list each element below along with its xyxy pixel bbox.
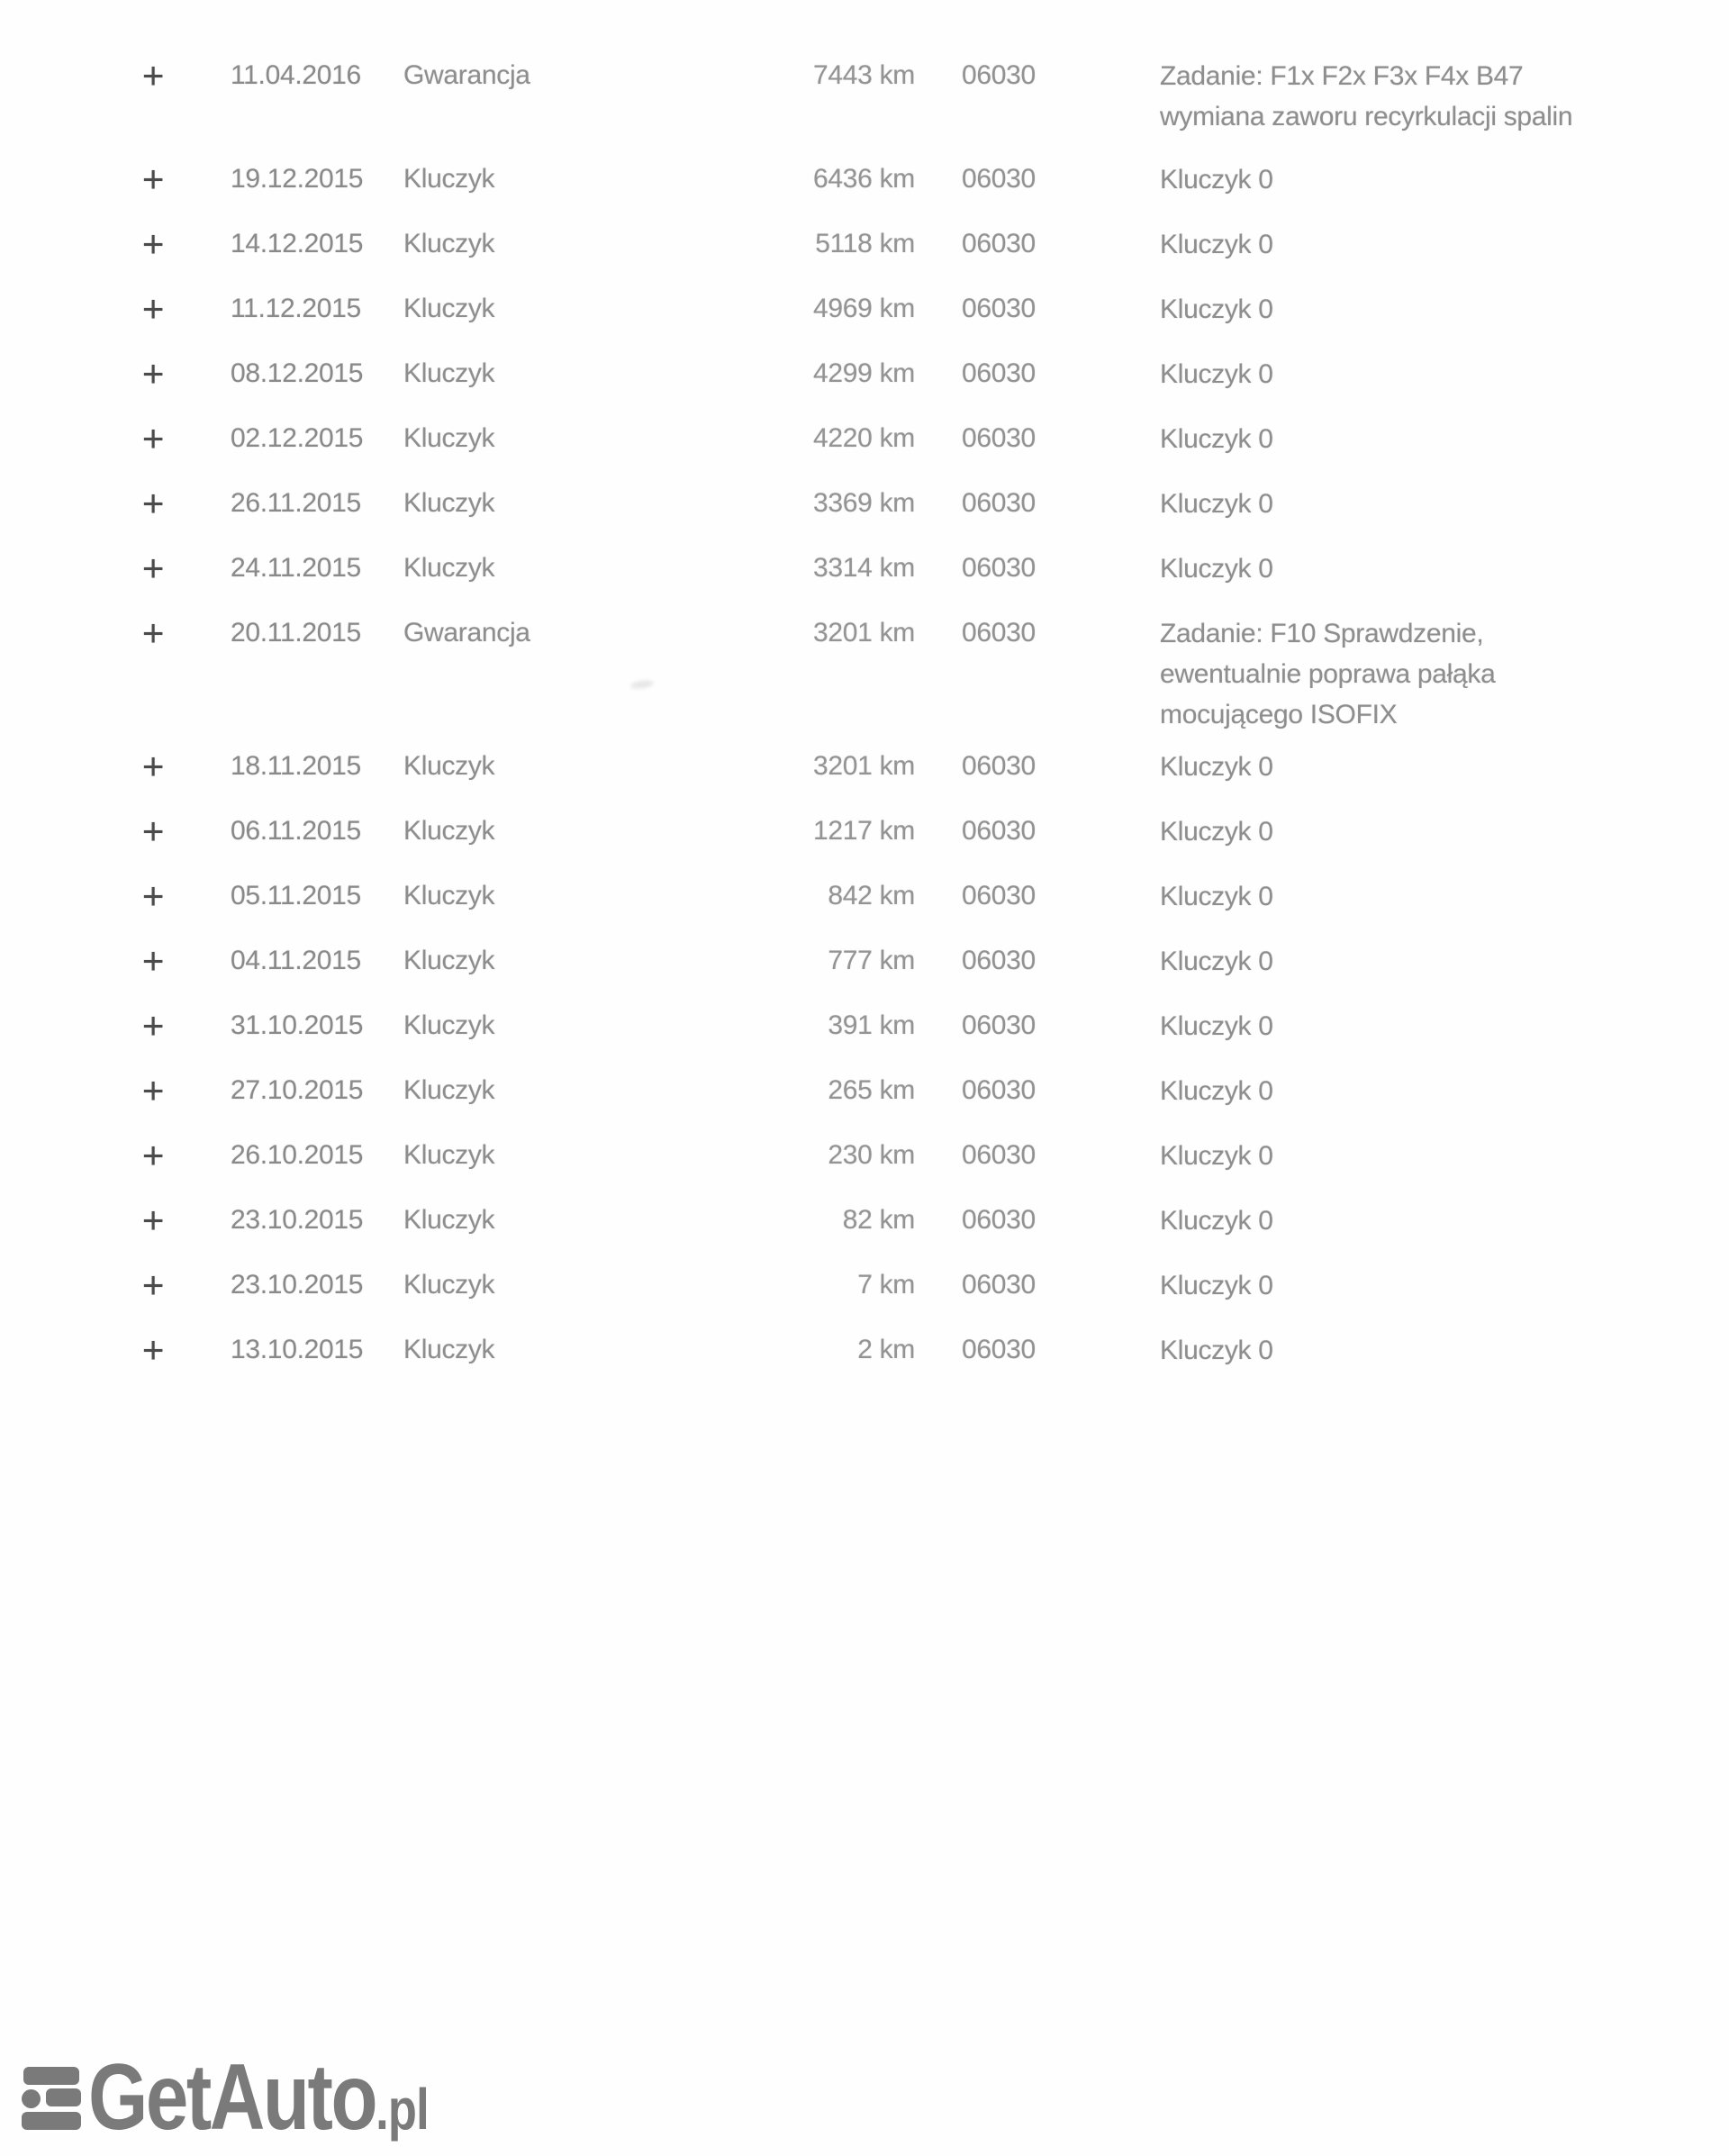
service-type: Kluczyk — [403, 423, 495, 453]
service-mileage: 4299 km — [813, 358, 915, 388]
dealer-code: 06030 — [962, 553, 1036, 583]
service-description: Zadanie: F1x F2x F3x F4x B47 wymiana zaworu recyrkulacji spalin — [1160, 61, 1573, 131]
service-type: Kluczyk — [403, 751, 495, 781]
expand-plus-icon[interactable]: + — [141, 54, 165, 96]
service-history-row — [0, 548, 1729, 588]
expand-plus-icon[interactable]: + — [141, 417, 165, 459]
service-description: Kluczyk 0 — [1160, 1141, 1273, 1171]
dealer-code: 06030 — [962, 1075, 1036, 1105]
service-description: Kluczyk 0 — [1160, 752, 1273, 782]
service-type: Kluczyk — [403, 881, 495, 910]
service-history-row — [0, 224, 1729, 264]
service-date: 08.12.2015 — [231, 358, 364, 388]
dealer-code: 06030 — [962, 488, 1036, 518]
service-type: Kluczyk — [403, 946, 495, 975]
service-mileage: 2 km — [857, 1335, 915, 1364]
service-description: Kluczyk 0 — [1160, 359, 1273, 389]
service-history-row — [0, 1200, 1729, 1240]
service-date: 14.12.2015 — [231, 229, 364, 258]
service-date: 02.12.2015 — [231, 423, 364, 453]
expand-plus-icon[interactable]: + — [141, 745, 165, 787]
service-mileage: 777 km — [828, 946, 915, 975]
expand-plus-icon[interactable]: + — [141, 222, 165, 265]
service-mileage: 1217 km — [813, 816, 915, 846]
service-mileage: 7 km — [857, 1270, 915, 1300]
service-date: 27.10.2015 — [231, 1075, 364, 1105]
expand-plus-icon[interactable]: + — [141, 158, 165, 200]
scan-smudge-artifact — [630, 679, 655, 690]
service-mileage: 82 km — [842, 1205, 915, 1235]
service-type: Kluczyk — [403, 164, 495, 194]
getauto-logo-icon — [22, 2067, 81, 2132]
expand-plus-icon[interactable]: + — [141, 287, 165, 330]
service-description: Zadanie: F10 Sprawdzenie, ewentualnie poprawa pałąka mocującego ISOFIX — [1160, 619, 1496, 729]
dealer-code: 06030 — [962, 1140, 1036, 1170]
expand-plus-icon[interactable]: + — [141, 1134, 165, 1176]
expand-plus-icon[interactable]: + — [141, 1328, 165, 1371]
service-date: 05.11.2015 — [231, 881, 361, 910]
service-date: 18.11.2015 — [231, 751, 361, 781]
logo-wordmark — [88, 2045, 429, 2156]
service-description: Kluczyk 0 — [1160, 947, 1273, 976]
service-description: Kluczyk 0 — [1160, 1271, 1273, 1300]
service-type: Gwarancja — [403, 60, 530, 90]
expand-plus-icon[interactable]: + — [141, 1264, 165, 1306]
service-description: Kluczyk 0 — [1160, 1076, 1273, 1106]
service-history-row — [0, 289, 1729, 329]
service-date: 13.10.2015 — [231, 1335, 364, 1364]
service-mileage: 3314 km — [813, 553, 915, 583]
service-type: Kluczyk — [403, 553, 495, 583]
service-mileage: 265 km — [828, 1075, 915, 1105]
service-mileage: 230 km — [828, 1140, 915, 1170]
service-type: Kluczyk — [403, 1010, 495, 1040]
service-description: Kluczyk 0 — [1160, 489, 1273, 519]
dealer-code: 06030 — [962, 816, 1036, 846]
service-type: Kluczyk — [403, 1075, 495, 1105]
dealer-code: 06030 — [962, 881, 1036, 910]
service-date: 26.11.2015 — [231, 488, 361, 518]
service-mileage: 4969 km — [813, 294, 915, 323]
service-type: Gwarancja — [403, 618, 530, 648]
expand-plus-icon[interactable]: + — [141, 1069, 165, 1111]
dealer-code: 06030 — [962, 1270, 1036, 1300]
dealer-code: 06030 — [962, 751, 1036, 781]
service-type: Kluczyk — [403, 1205, 495, 1235]
service-date: 04.11.2015 — [231, 946, 361, 975]
dealer-code: 06030 — [962, 618, 1036, 648]
service-date: 23.10.2015 — [231, 1205, 364, 1235]
expand-plus-icon[interactable]: + — [141, 874, 165, 917]
service-description: Kluczyk 0 — [1160, 294, 1273, 324]
service-history-row — [0, 159, 1729, 199]
service-history-row — [0, 1006, 1729, 1046]
service-mileage: 6436 km — [813, 164, 915, 194]
service-mileage: 5118 km — [815, 229, 915, 258]
service-date: 24.11.2015 — [231, 553, 361, 583]
dealer-code: 06030 — [962, 229, 1036, 258]
service-date: 11.12.2015 — [231, 294, 361, 323]
service-description: Kluczyk 0 — [1160, 1011, 1273, 1041]
service-type: Kluczyk — [403, 229, 495, 258]
service-date: 11.04.2016 — [231, 60, 361, 90]
expand-plus-icon[interactable]: + — [141, 482, 165, 524]
service-history-row — [0, 747, 1729, 786]
service-date: 31.10.2015 — [231, 1010, 364, 1040]
service-history-row — [0, 1265, 1729, 1305]
service-description: Kluczyk 0 — [1160, 1206, 1273, 1236]
service-description: Kluczyk 0 — [1160, 817, 1273, 847]
expand-plus-icon[interactable]: + — [141, 810, 165, 852]
service-type: Kluczyk — [403, 488, 495, 518]
dealer-code: 06030 — [962, 294, 1036, 323]
service-description: Kluczyk 0 — [1160, 424, 1273, 454]
service-date: 06.11.2015 — [231, 816, 361, 846]
service-description: Kluczyk 0 — [1160, 165, 1273, 195]
service-date: 26.10.2015 — [231, 1140, 364, 1170]
service-type: Kluczyk — [403, 294, 495, 323]
service-mileage: 7443 km — [813, 60, 915, 90]
service-type: Kluczyk — [403, 816, 495, 846]
expand-plus-icon[interactable]: + — [141, 352, 165, 394]
expand-plus-icon[interactable]: + — [141, 1004, 165, 1046]
expand-plus-icon[interactable]: + — [141, 611, 165, 654]
service-description: Kluczyk 0 — [1160, 230, 1273, 259]
service-history-row — [0, 611, 1729, 729]
service-history-row — [0, 811, 1729, 851]
service-description: Kluczyk 0 — [1160, 554, 1273, 584]
service-history-row — [0, 1136, 1729, 1175]
service-history-row — [0, 1330, 1729, 1370]
logo-tld-text: .pl — [376, 2077, 429, 2142]
service-mileage: 842 km — [828, 881, 915, 910]
service-type: Kluczyk — [403, 358, 495, 388]
expand-plus-icon[interactable]: + — [141, 1199, 165, 1241]
service-date: 23.10.2015 — [231, 1270, 364, 1300]
dealer-code: 06030 — [962, 946, 1036, 975]
logo-brand-text: GetAuto — [88, 2045, 376, 2150]
service-mileage: 4220 km — [813, 423, 915, 453]
dealer-code: 06030 — [962, 1205, 1036, 1235]
service-history-row — [0, 484, 1729, 523]
dealer-code: 06030 — [962, 358, 1036, 388]
service-mileage: 3369 km — [813, 488, 915, 518]
service-mileage: 3201 km — [813, 618, 915, 648]
expand-plus-icon[interactable]: + — [141, 939, 165, 982]
service-type: Kluczyk — [403, 1140, 495, 1170]
expand-plus-icon[interactable]: + — [141, 547, 165, 589]
dealer-code: 06030 — [962, 1335, 1036, 1364]
service-type: Kluczyk — [403, 1270, 495, 1300]
service-description: Kluczyk 0 — [1160, 882, 1273, 911]
dealer-code: 06030 — [962, 1010, 1036, 1040]
service-history-row — [0, 419, 1729, 458]
dealer-code: 06030 — [962, 60, 1036, 90]
service-date: 20.11.2015 — [231, 618, 361, 648]
service-mileage: 3201 km — [813, 751, 915, 781]
service-mileage: 391 km — [828, 1010, 915, 1040]
service-type: Kluczyk — [403, 1335, 495, 1364]
service-date: 19.12.2015 — [231, 164, 364, 194]
service-history-row — [0, 876, 1729, 916]
service-history-row — [0, 54, 1729, 131]
service-history-row — [0, 1071, 1729, 1110]
service-history-row — [0, 354, 1729, 394]
service-history-row — [0, 941, 1729, 981]
dealer-code: 06030 — [962, 423, 1036, 453]
dealer-code: 06030 — [962, 164, 1036, 194]
service-description: Kluczyk 0 — [1160, 1336, 1273, 1365]
